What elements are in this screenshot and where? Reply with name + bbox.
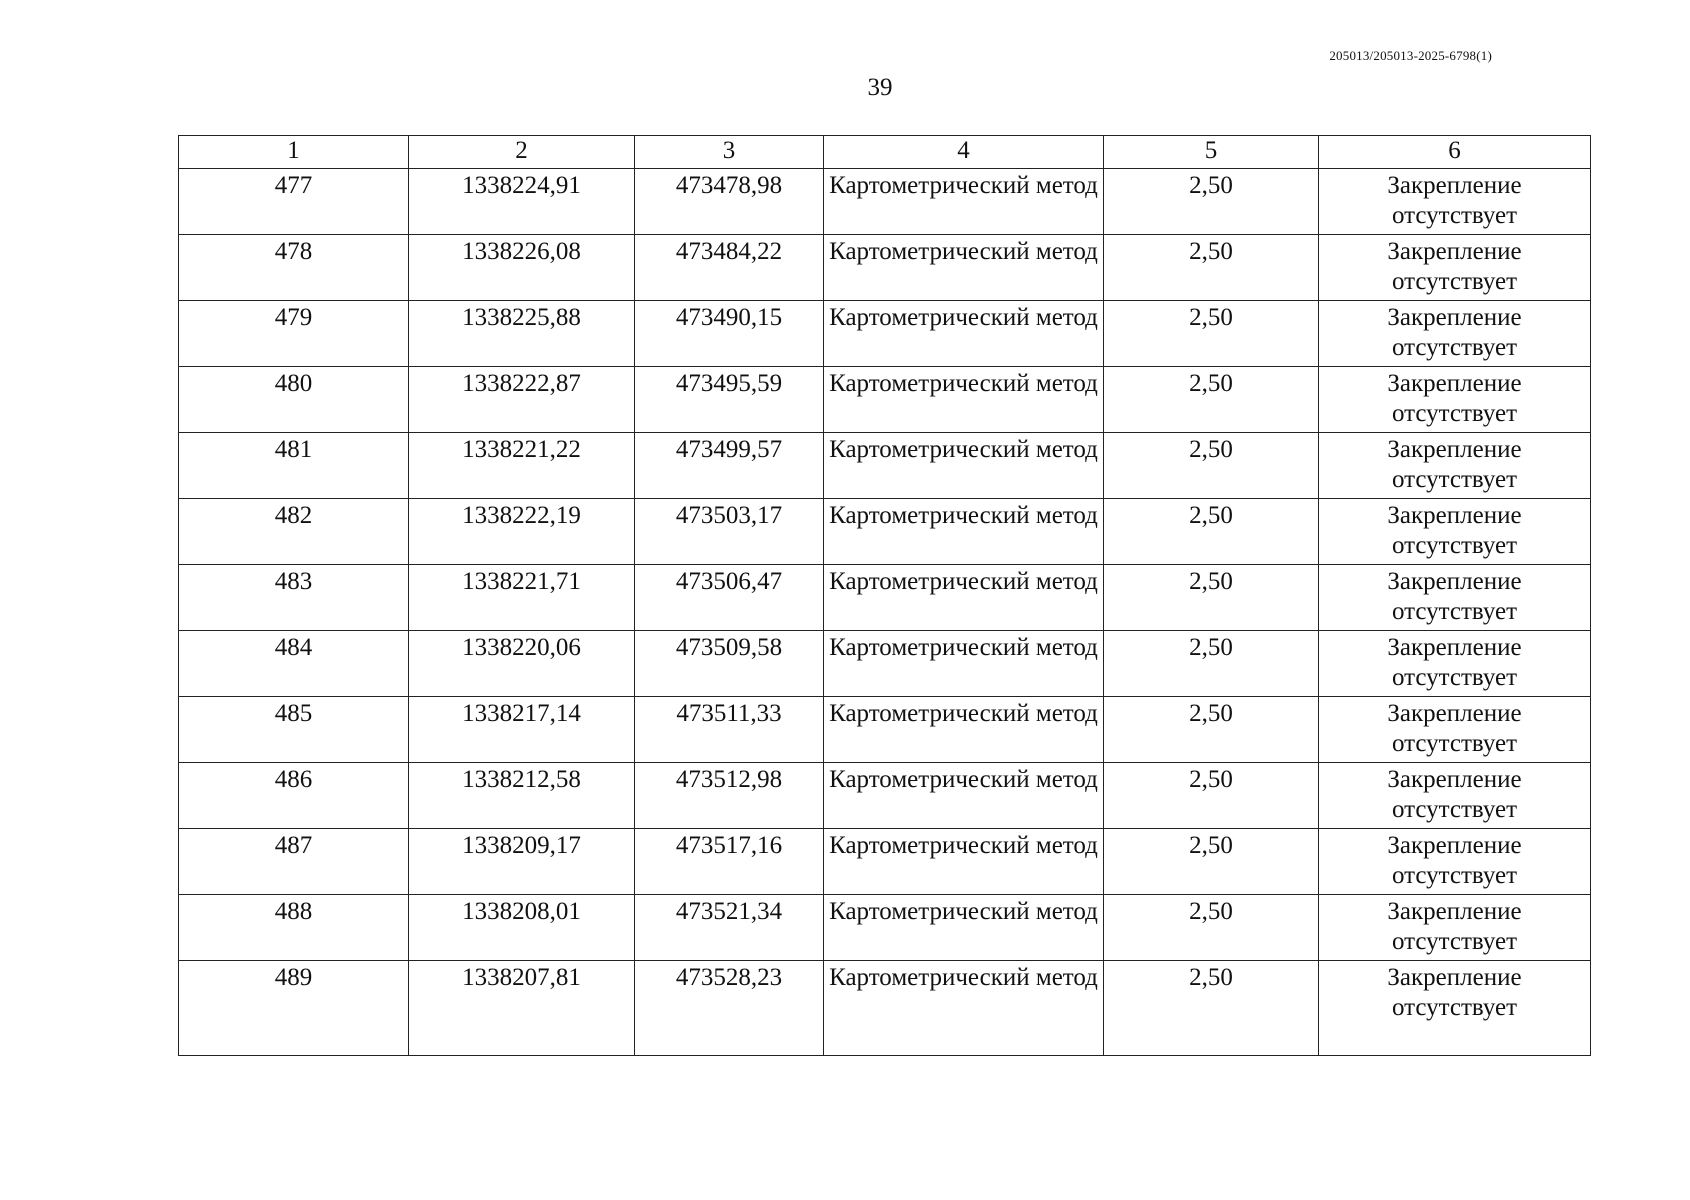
x-coordinate-cell: 1338222,87	[409, 367, 635, 433]
accuracy-cell: 2,50	[1104, 367, 1319, 433]
x-coordinate-cell: 1338209,17	[409, 829, 635, 895]
header-row	[179, 136, 1591, 169]
method-cell: Картометрический метод	[824, 697, 1104, 763]
fixing-description-cell: Закрепление отсутствует	[1319, 763, 1591, 829]
fixing-description-cell: Закрепление отсутствует	[1319, 961, 1591, 1056]
fixing-description-cell: Закрепление отсутствует	[1319, 895, 1591, 961]
accuracy-cell: 2,50	[1104, 763, 1319, 829]
y-coordinate-cell: 473484,22	[635, 235, 824, 301]
point-number-cell: 477	[179, 169, 409, 235]
y-coordinate-cell: 473490,15	[635, 301, 824, 367]
table-row	[179, 367, 1591, 433]
fixing-description-cell: Закрепление отсутствует	[1319, 499, 1591, 565]
method-cell: Картометрический метод	[824, 895, 1104, 961]
x-coordinate-cell: 1338226,08	[409, 235, 635, 301]
method-cell: Картометрический метод	[824, 301, 1104, 367]
x-coordinate-cell: 1338207,81	[409, 961, 635, 1056]
column-header-2: 2	[409, 136, 635, 169]
accuracy-cell: 2,50	[1104, 565, 1319, 631]
y-coordinate-cell: 473503,17	[635, 499, 824, 565]
x-coordinate-cell: 1338220,06	[409, 631, 635, 697]
method-cell: Картометрический метод	[824, 961, 1104, 1056]
table-row	[179, 169, 1591, 235]
x-coordinate-cell: 1338224,91	[409, 169, 635, 235]
y-coordinate-cell: 473499,57	[635, 433, 824, 499]
table-row	[179, 631, 1591, 697]
coordinates-table	[178, 135, 1591, 1056]
x-coordinate-cell: 1338212,58	[409, 763, 635, 829]
accuracy-cell: 2,50	[1104, 433, 1319, 499]
point-number-cell: 487	[179, 829, 409, 895]
table-row	[179, 697, 1591, 763]
accuracy-cell: 2,50	[1104, 301, 1319, 367]
table-body	[179, 169, 1591, 1056]
x-coordinate-cell: 1338221,71	[409, 565, 635, 631]
method-cell: Картометрический метод	[824, 499, 1104, 565]
y-coordinate-cell: 473517,16	[635, 829, 824, 895]
method-cell: Картометрический метод	[824, 763, 1104, 829]
page-number: 39	[867, 74, 893, 101]
table-row	[179, 961, 1591, 1056]
column-header-5: 5	[1104, 136, 1319, 169]
fixing-description-cell: Закрепление отсутствует	[1319, 235, 1591, 301]
x-coordinate-cell: 1338222,19	[409, 499, 635, 565]
x-coordinate-cell: 1338221,22	[409, 433, 635, 499]
column-header-3: 3	[635, 136, 824, 169]
table-row	[179, 565, 1591, 631]
x-coordinate-cell: 1338208,01	[409, 895, 635, 961]
column-header-4: 4	[824, 136, 1104, 169]
table-header	[179, 136, 1591, 169]
accuracy-cell: 2,50	[1104, 631, 1319, 697]
point-number-cell: 486	[179, 763, 409, 829]
accuracy-cell: 2,50	[1104, 895, 1319, 961]
table-row	[179, 499, 1591, 565]
table-row	[179, 763, 1591, 829]
y-coordinate-cell: 473512,98	[635, 763, 824, 829]
table-row	[179, 433, 1591, 499]
y-coordinate-cell: 473528,23	[635, 961, 824, 1056]
y-coordinate-cell: 473495,59	[635, 367, 824, 433]
point-number-cell: 483	[179, 565, 409, 631]
table-row	[179, 301, 1591, 367]
method-cell: Картометрический метод	[824, 631, 1104, 697]
point-number-cell: 478	[179, 235, 409, 301]
table-row	[179, 235, 1591, 301]
method-cell: Картометрический метод	[824, 433, 1104, 499]
method-cell: Картометрический метод	[824, 235, 1104, 301]
x-coordinate-cell: 1338225,88	[409, 301, 635, 367]
column-header-6: 6	[1319, 136, 1591, 169]
y-coordinate-cell: 473509,58	[635, 631, 824, 697]
fixing-description-cell: Закрепление отсутствует	[1319, 433, 1591, 499]
y-coordinate-cell: 473521,34	[635, 895, 824, 961]
point-number-cell: 481	[179, 433, 409, 499]
fixing-description-cell: Закрепление отсутствует	[1319, 631, 1591, 697]
fixing-description-cell: Закрепление отсутствует	[1319, 301, 1591, 367]
column-header-1: 1	[179, 136, 409, 169]
fixing-description-cell: Закрепление отсутствует	[1319, 367, 1591, 433]
document-id: 205013/205013-2025-6798(1)	[1329, 48, 1492, 63]
accuracy-cell: 2,50	[1104, 697, 1319, 763]
y-coordinate-cell: 473506,47	[635, 565, 824, 631]
accuracy-cell: 2,50	[1104, 169, 1319, 235]
method-cell: Картометрический метод	[824, 829, 1104, 895]
fixing-description-cell: Закрепление отсутствует	[1319, 829, 1591, 895]
method-cell: Картометрический метод	[824, 565, 1104, 631]
accuracy-cell: 2,50	[1104, 829, 1319, 895]
accuracy-cell: 2,50	[1104, 499, 1319, 565]
method-cell: Картометрический метод	[824, 169, 1104, 235]
accuracy-cell: 2,50	[1104, 961, 1319, 1056]
y-coordinate-cell: 473478,98	[635, 169, 824, 235]
table-row	[179, 829, 1591, 895]
point-number-cell: 480	[179, 367, 409, 433]
point-number-cell: 479	[179, 301, 409, 367]
fixing-description-cell: Закрепление отсутствует	[1319, 697, 1591, 763]
point-number-cell: 488	[179, 895, 409, 961]
x-coordinate-cell: 1338217,14	[409, 697, 635, 763]
point-number-cell: 482	[179, 499, 409, 565]
table-row	[179, 895, 1591, 961]
fixing-description-cell: Закрепление отсутствует	[1319, 169, 1591, 235]
fixing-description-cell: Закрепление отсутствует	[1319, 565, 1591, 631]
point-number-cell: 484	[179, 631, 409, 697]
point-number-cell: 485	[179, 697, 409, 763]
method-cell: Картометрический метод	[824, 367, 1104, 433]
point-number-cell: 489	[179, 961, 409, 1056]
accuracy-cell: 2,50	[1104, 235, 1319, 301]
y-coordinate-cell: 473511,33	[635, 697, 824, 763]
